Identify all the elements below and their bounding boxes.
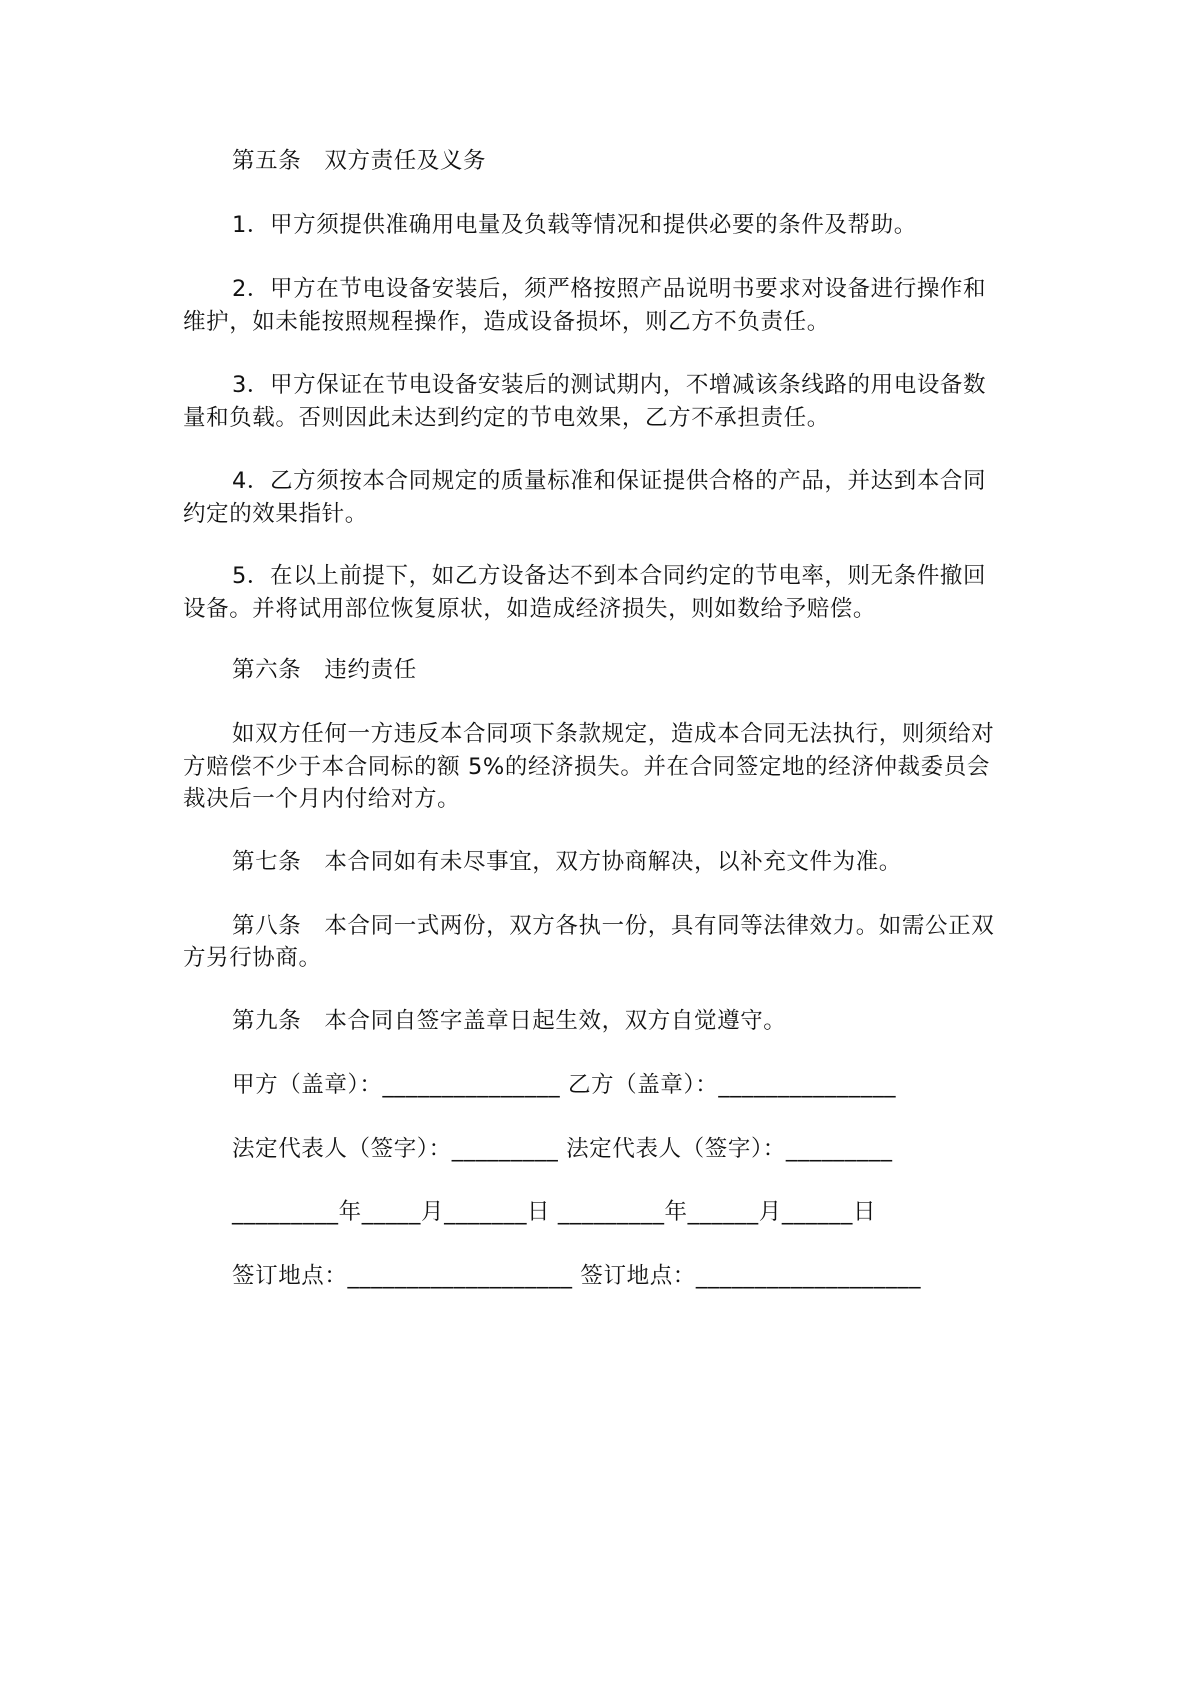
article5-item2-line2: 维护，如未能按照规程操作，造成设备损坏，则乙方不负责任。 [183,309,830,335]
article7: 第七条 本合同如有未尽事宜，双方协商解决，以补充文件为准。 [232,849,902,875]
signing-place-line: 签订地点：___________________ 签订地点：___________________ [232,1263,922,1289]
article5-item4-line1: 4．乙方须按本合同规定的质量标准和保证提供合格的产品，并达到本合同 [232,468,987,494]
date-line: _________年_____月_______日 _________年______月______日 [232,1199,877,1225]
representative-line: 法定代表人（签字）：_________ 法定代表人（签字）：_________ [232,1136,893,1162]
article5-item1: 1．甲方须提供准确用电量及负载等情况和提供必要的条件及帮助。 [232,212,917,238]
article5-item5-line1: 5．在以上前提下，如乙方设备达不到本合同约定的节电率，则无条件撤回 [232,563,987,589]
article6-para-line3: 裁决后一个月内付给对方。 [183,786,461,812]
article6-para-line2: 方赔偿不少于本合同标的额 5%的经济损失。并在合同签定地的经济仲裁委员会 [183,754,990,780]
article6-para-line1: 如双方任何一方违反本合同项下条款规定，造成本合同无法执行，则须给对 [232,721,995,747]
article5-item3-line1: 3．甲方保证在节电设备安装后的测试期内，不增减该条线路的用电设备数 [232,372,987,398]
article5-item2-line1: 2．甲方在节电设备安装后，须严格按照产品说明书要求对设备进行操作和 [232,276,987,302]
article5-item5-line2: 设备。并将试用部位恢复原状，如造成经济损失，则如数给予赔偿。 [183,596,877,622]
article8-line2: 方另行协商。 [183,945,322,971]
article6-heading: 第六条 违约责任 [232,657,417,683]
article5-item4-line2: 约定的效果指针。 [183,501,368,527]
article5-heading: 第五条 双方责任及义务 [232,148,487,174]
article9: 第九条 本合同自签字盖章日起生效，双方自觉遵守。 [232,1008,787,1034]
article5-item3-line2: 量和负载。否则因此未达到约定的节电效果，乙方不承担责任。 [183,405,830,431]
article8-line1: 第八条 本合同一式两份，双方各执一份，具有同等法律效力。如需公正双 [232,913,995,939]
seal-line: 甲方（盖章）：_______________ 乙方（盖章）：_______________ [232,1072,897,1098]
